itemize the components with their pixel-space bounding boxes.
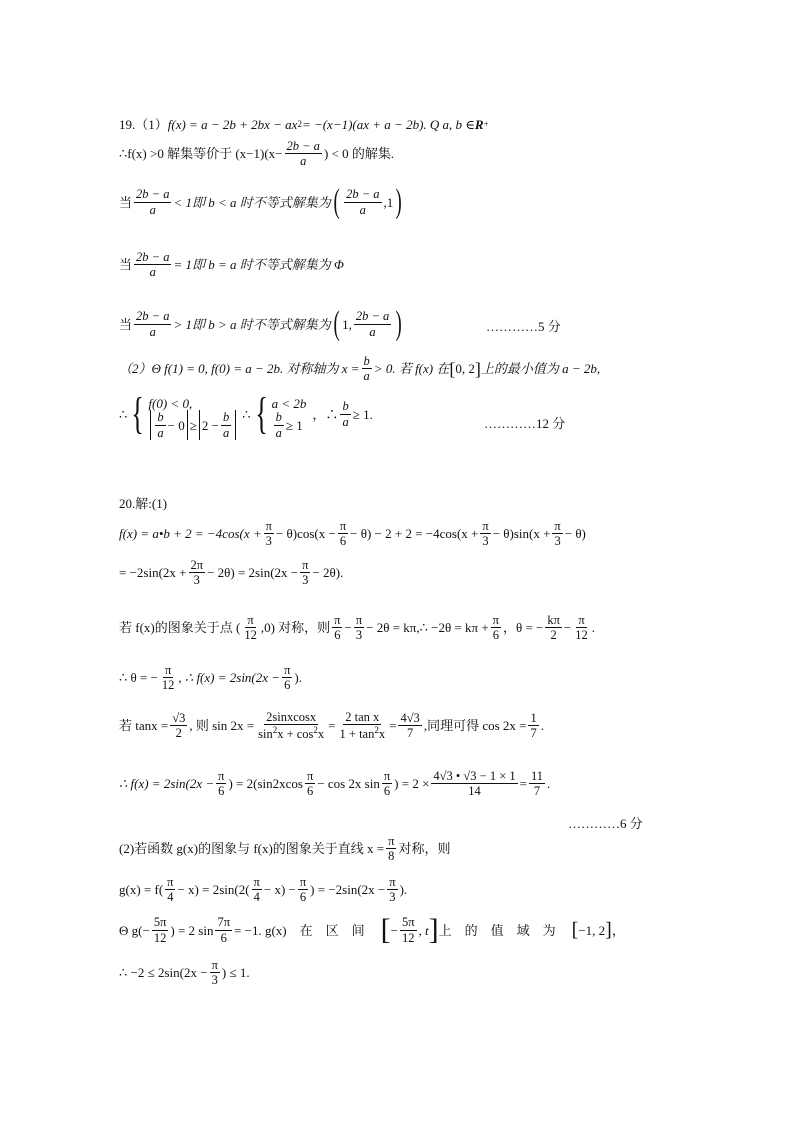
fraction: $\frac{b}{a}$ (342, 399, 349, 429)
q19-system: ∴ { f(0) < 0, $\frac{b}{a}$ − 0 ≥ 2 − $\frac{b}{a}$ ∴ { a < 2b $\frac{b}{a}$ ≥ 1 ，∴ $\frac{b}{a}$ ≥ 1. (119, 389, 373, 440)
q19-case1: 当 $\frac{2b - a}{a}$ < 1即 b < a 时不等式解集为 ( $\frac{2b - a}{a}$ ,1 ) (119, 183, 403, 220)
q19-line2: ∴f(x) >0 解集等价于 (x−1)(x− $\frac{2b - a}{a}$ ) < 0 的解集. (119, 139, 395, 169)
q20-final: ∴ −2 ≤ 2sin(2x − $\frac{\pi}{3}$ ) ≤ 1. (119, 958, 250, 988)
fraction: $\frac{2b - a}{a}$ (286, 139, 320, 169)
fraction: $\frac{2b - a}{a}$ (136, 309, 170, 339)
q19-case2: 当 $\frac{2b - a}{a}$ = 1即 b = a 时不等式解集为 Φ (119, 250, 344, 280)
q20-result: ∴ f(x) = 2sin(2x − $\frac{\pi}{6}$ ) = 2(sin2xcos $\frac{\pi}{6}$ − cos 2x sin $\frac{\pi}{6}$ ) = 2 × $\frac{4√3 • √3 - 1 \times 1}{14}$ = $\frac{11}{7}$ . (119, 769, 551, 799)
q20-head: 20.解:(1) (119, 496, 168, 511)
q20-sym: 若 f(x)的图象关于点 ( $\frac{\pi}{12}$ ,0) 对称，则 $\frac{\pi}{6}$ − $\frac{\pi}{3}$ − 2θ = kπ,∴ −2θ = kπ + $\frac{\pi}{6}$ ，θ = − $\frac{k\pi}{2}$ − $\frac{\pi}{12}$ . (119, 613, 596, 643)
fraction: $\frac{2b - a}{a}$ (346, 187, 380, 217)
score-12: …………12 分 (484, 416, 566, 431)
q20-tan: 若 tanx = $\frac{√3}{2}$ , 则 sin 2x = $\frac{\text{2sinxcosx}}{\sin^2x + \cos^2x}$ = $\frac{\text{2 tan x}}{1 + \tan^2x}$ = $\frac{4√3}{7}$ ,同理可得 cos 2x = $\frac{1}{7}$ . (119, 710, 544, 742)
fraction: $\frac{b}{a}$ (363, 354, 370, 384)
fraction: $\frac{2b - a}{a}$ (136, 250, 170, 280)
q20-g: g(x) = f( $\frac{\pi}{4}$ − x) = 2sin(2( $\frac{\pi}{4}$ − x) − $\frac{\pi}{6}$ ) = −2sin(2x − $\frac{\pi}{3}$ ). (119, 875, 408, 905)
fraction: $\frac{2b - a}{a}$ (355, 309, 390, 339)
q20-range: Θ g(− $\frac{5\pi}{12}$ ) = 2 sin $\frac{7\pi}{6}$ = −1. g(x) 在 区 间 [ − $\frac{5\pi}{12}$ , t ] 上 的 值 域 为 [ −1, 2 ] ， (119, 913, 625, 946)
q20-part2: (2)若函数 g(x)的图象与 f(x)的图象关于直线 x = $\frac{\pi}{8}$ 对称，则 (119, 834, 451, 864)
score-6: …………6 分 (568, 816, 643, 831)
score-5: …………5 分 (486, 319, 561, 334)
q20-theta: ∴ θ = − $\frac{\pi}{12}$ , ∴ f(x) = 2sin(2x − $\frac{\pi}{6}$ ). (119, 663, 302, 693)
q19-part2: （2）Θ f(1) = 0, f(0) = a − 2b. 对称轴为 x = $\frac{b}{a}$ > 0. 若 f(x) 在 [ 0, 2 ] 上的最小值为 a − 2b, (119, 354, 601, 384)
fraction: $\frac{2b - a}{a}$ (136, 187, 170, 217)
q20-eq1: f(x) = a•b + 2 = −4cos(x + $\frac{\pi}{3}$ − θ)cos(x − $\frac{\pi}{6}$ − θ) − 2 + 2 = −4cos(x + $\frac{\pi}{3}$ − θ)sin(x + $\frac{\pi}{3}$ − θ) (119, 519, 586, 549)
q19-case3: 当 $\frac{2b - a}{a}$ > 1即 b > a 时不等式解集为 ( 1, $\frac{2b - a}{a}$ ) (119, 305, 403, 342)
q20-eq2: = −2sin(2x + $\frac{2\pi}{3}$ − 2θ) = 2sin(2x − $\frac{\pi}{3}$ − 2θ). (119, 558, 344, 588)
q19-line1: 19.（1） f(x) = a − 2b + 2bx − ax 2 = −(x−1)(ax + a − 2b). Q a, b ∈ R + (119, 117, 489, 132)
